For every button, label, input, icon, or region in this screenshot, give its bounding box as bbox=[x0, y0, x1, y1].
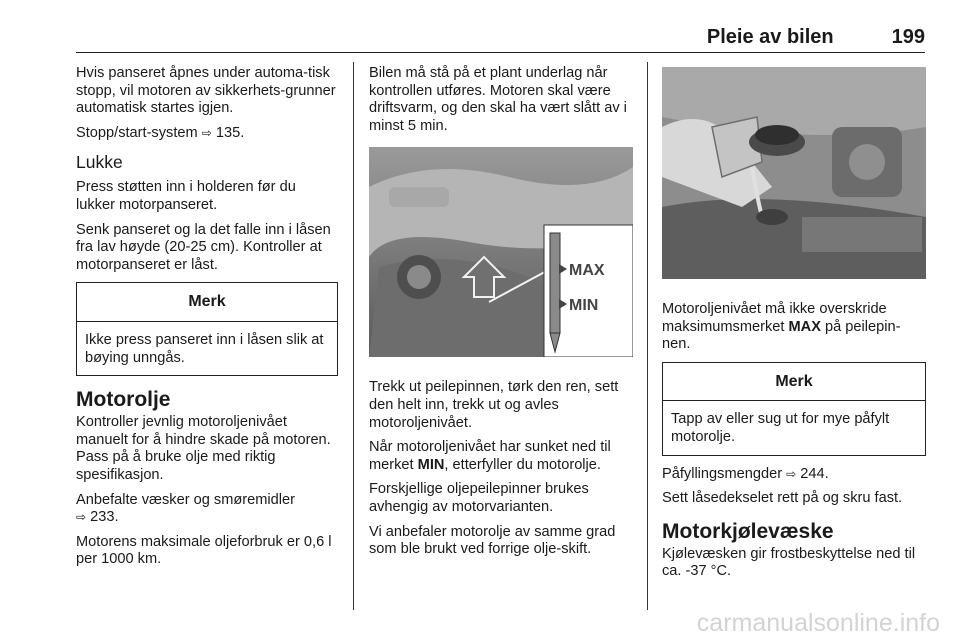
paragraph: Sett låsedekselet rett på og skru fast. bbox=[662, 490, 903, 507]
ref-text: Påfyllingsmengder bbox=[662, 465, 783, 482]
paragraph: Press støtten inn i holderen før du lukker motorpanseret. bbox=[76, 179, 296, 213]
page-number: 199 bbox=[891, 26, 925, 48]
oil-filling-figure bbox=[662, 67, 926, 279]
note-title: Merk bbox=[77, 283, 337, 322]
arrow-ref-icon: ⇨ bbox=[786, 466, 797, 481]
oil-cap-icon bbox=[755, 125, 799, 145]
paragraph: Vi anbefaler motorolje av samme grad som ble brukt ved forrige olje-skift. bbox=[369, 523, 616, 558]
page-title: Pleie av bilen bbox=[706, 26, 834, 48]
text-run: Når motoroljenivået har sunket ned til merket bbox=[369, 439, 611, 473]
paragraph: Bilen må stå på et plant underlag når kontrollen utføres. Motoren skal være driftsvarm, og den skal ha vært slått av i minst 5 min. bbox=[369, 65, 627, 134]
note-body: Tapp av eller sug ut for mye påfylt motorolje. bbox=[671, 411, 890, 445]
text-run: , etterfyller du motorolje. bbox=[444, 456, 601, 473]
paragraph: Kontroller jevnlig motoroljenivået manuelt for å hindre skade på motoren. Pass på å bruke olje med riktig spesifikasjon. bbox=[76, 414, 331, 483]
paragraph: Motorens maksimale oljeforbruk er 0,6 l per 1000 km. bbox=[76, 533, 332, 568]
max-label: MAX bbox=[569, 262, 605, 280]
arrow-ref-icon: ⇨ bbox=[76, 510, 87, 525]
paragraph: Kjølevæsken gir frostbeskyttelse ned til ca. -37 °C. bbox=[662, 545, 916, 580]
ref-page: 233. bbox=[90, 509, 119, 526]
watermark: carmanualsonline.info bbox=[696, 609, 940, 637]
column-divider-2 bbox=[647, 62, 648, 610]
ref-text: Stopp/start-system bbox=[76, 124, 198, 141]
section-heading-motorkjolevaeske: Motorkjølevæske bbox=[662, 519, 834, 543]
note-body: Ikke press panseret inn i låsen slik at bøying unngås. bbox=[85, 331, 324, 366]
column-right bbox=[662, 65, 926, 588]
page-header bbox=[76, 26, 925, 53]
min-label: MIN bbox=[569, 297, 599, 315]
note-title: Merk bbox=[663, 363, 925, 402]
oil-filling-illustration bbox=[662, 67, 926, 279]
column-divider-1 bbox=[353, 62, 354, 610]
max-term: MAX bbox=[788, 318, 821, 335]
paragraph: Trekk ut peilepinnen, tørk den ren, sett den helt inn, trekk ut og avles motoroljenivået. bbox=[369, 379, 619, 431]
paragraph-reference bbox=[76, 125, 338, 143]
ref-text: Anbefalte væsker og smøremidler bbox=[76, 491, 295, 508]
note-box bbox=[76, 282, 338, 376]
dipstick-figure bbox=[369, 147, 633, 357]
engine-dipstick-illustration bbox=[369, 147, 633, 357]
column-middle bbox=[369, 65, 633, 566]
paragraph-min bbox=[369, 439, 633, 474]
min-term: MIN bbox=[417, 456, 445, 473]
ref-page: 135. bbox=[215, 124, 245, 141]
paragraph-reference bbox=[662, 466, 926, 484]
paragraph: Hvis panseret åpnes under automa-tisk stopp, vil motoren av sikkerhets-grunner automatisk startes igjen. bbox=[76, 65, 336, 117]
section-heading-lukke: Lukke bbox=[76, 152, 123, 173]
arrow-ref-icon: ⇨ bbox=[201, 125, 212, 140]
paragraph: Forskjellige oljepeilepinner brukes avhengig av motorvarianten. bbox=[369, 481, 589, 515]
text-run: Motoroljenivået må ikke overskride maksimumsmerket bbox=[662, 301, 887, 335]
paragraph-max bbox=[662, 301, 926, 354]
text-run: på peilepin-nen. bbox=[662, 318, 901, 353]
section-heading-motorolje: Motorolje bbox=[76, 388, 171, 412]
note-box bbox=[662, 362, 926, 456]
column-left bbox=[76, 65, 338, 576]
paragraph-reference bbox=[76, 492, 338, 527]
paragraph: Senk panseret og la det falle inn i låsen fra lav høyde (20-25 cm). Kontroller at motorpanseret er låst. bbox=[76, 221, 331, 273]
ref-page: 244. bbox=[800, 465, 829, 482]
